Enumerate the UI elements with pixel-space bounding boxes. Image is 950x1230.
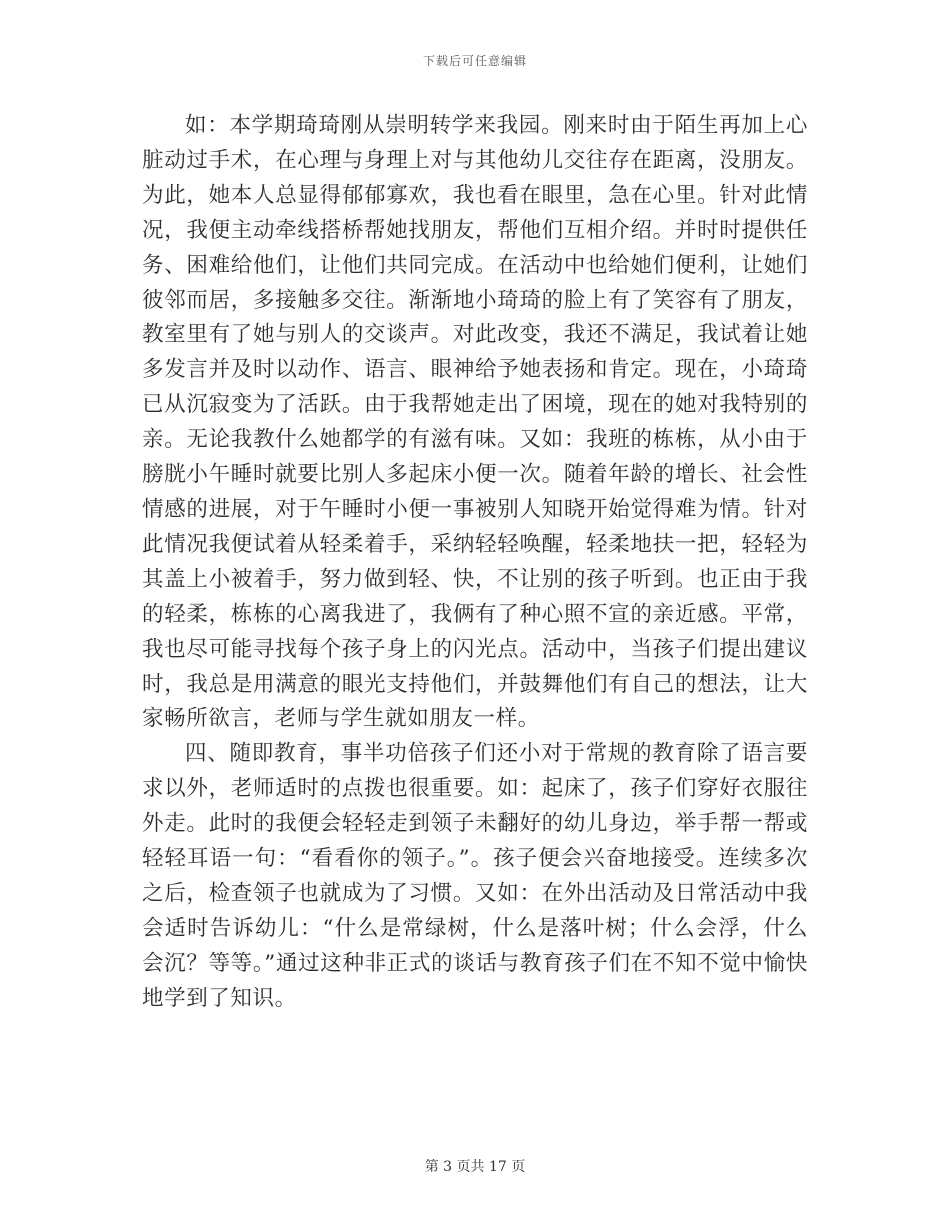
page-number: 第 3 页共 17 页 <box>424 1159 526 1175</box>
document-body <box>142 109 808 1017</box>
paragraph-2: 四、随即教育，事半功倍孩子们还小对于常规的教育除了语言要求以外，老师适时的点拨也很重要。如：起床了，孩子们穿好衣服往外走。此时的我便会轻轻走到领子未翻好的幼儿身边，举手帮一帮或轻轻耳语一句：“看看你的领子。”。孩子便会兴奋地接受。连续多次之后，检查领子也就成为了习惯。又如：在外出活动及日常活动中我会适时告诉幼儿：“什么是常绿树，什么是落叶树；什么会浮，什么会沉？等等。”通过这种非正式的谈话与教育孩子们在不知不觉中愉快地学到了知识。 <box>142 741 808 1011</box>
page-header: 下载后可任意编辑 <box>422 54 527 68</box>
paragraph-1: 如：本学期琦琦刚从崇明转学来我园。刚来时由于陌生再加上心脏动过手术，在心理与身理上对与其他幼儿交往存在距离，没朋友。为此，她本人总显得郁郁寡欢，我也看在眼里，急在心里。针对此情况，我便主动牵线搭桥帮她找朋友，帮他们互相介绍。并时时提供任务、困难给他们，让他们共同完成。在活动中也给她们便利，让她们彼邻而居，多接触多交往。渐渐地小琦琦的脸上有了笑容有了朋友，教室里有了她与别人的交谈声。对此改变，我还不满足，我试着让她多发言并及时以动作、语言、眼神给予她表扬和肯定。现在，小琦琦已从沉寂变为了活跃。由于我帮她走出了困境，现在的她对我特别的亲。无论我教什么她都学的有滋有味。又如：我班的栋栋，从小由于膀胱小午睡时就要比别人多起床小便一次。随着年龄的增长、社会性情感的进展，对于午睡时小便一事被别人知晓开始觉得难为情。针对此情况我便试着从轻柔着手，采纳轻轻唤醒，轻柔地扶一把，轻轻为其盖上小被着手，努力做到轻、快，不让别的孩子听到。也正由于我的轻柔，栋栋的心离我进了，我俩有了种心照不宣的亲近感。平常，我也尽可能寻找每个孩子身上的闪光点。活动中，当孩子们提出建议时，我总是用满意的眼光支持他们，并鼓舞他们有自己的想法，让大家畅所欲言，老师与学生就如朋友一样。 <box>142 113 808 732</box>
